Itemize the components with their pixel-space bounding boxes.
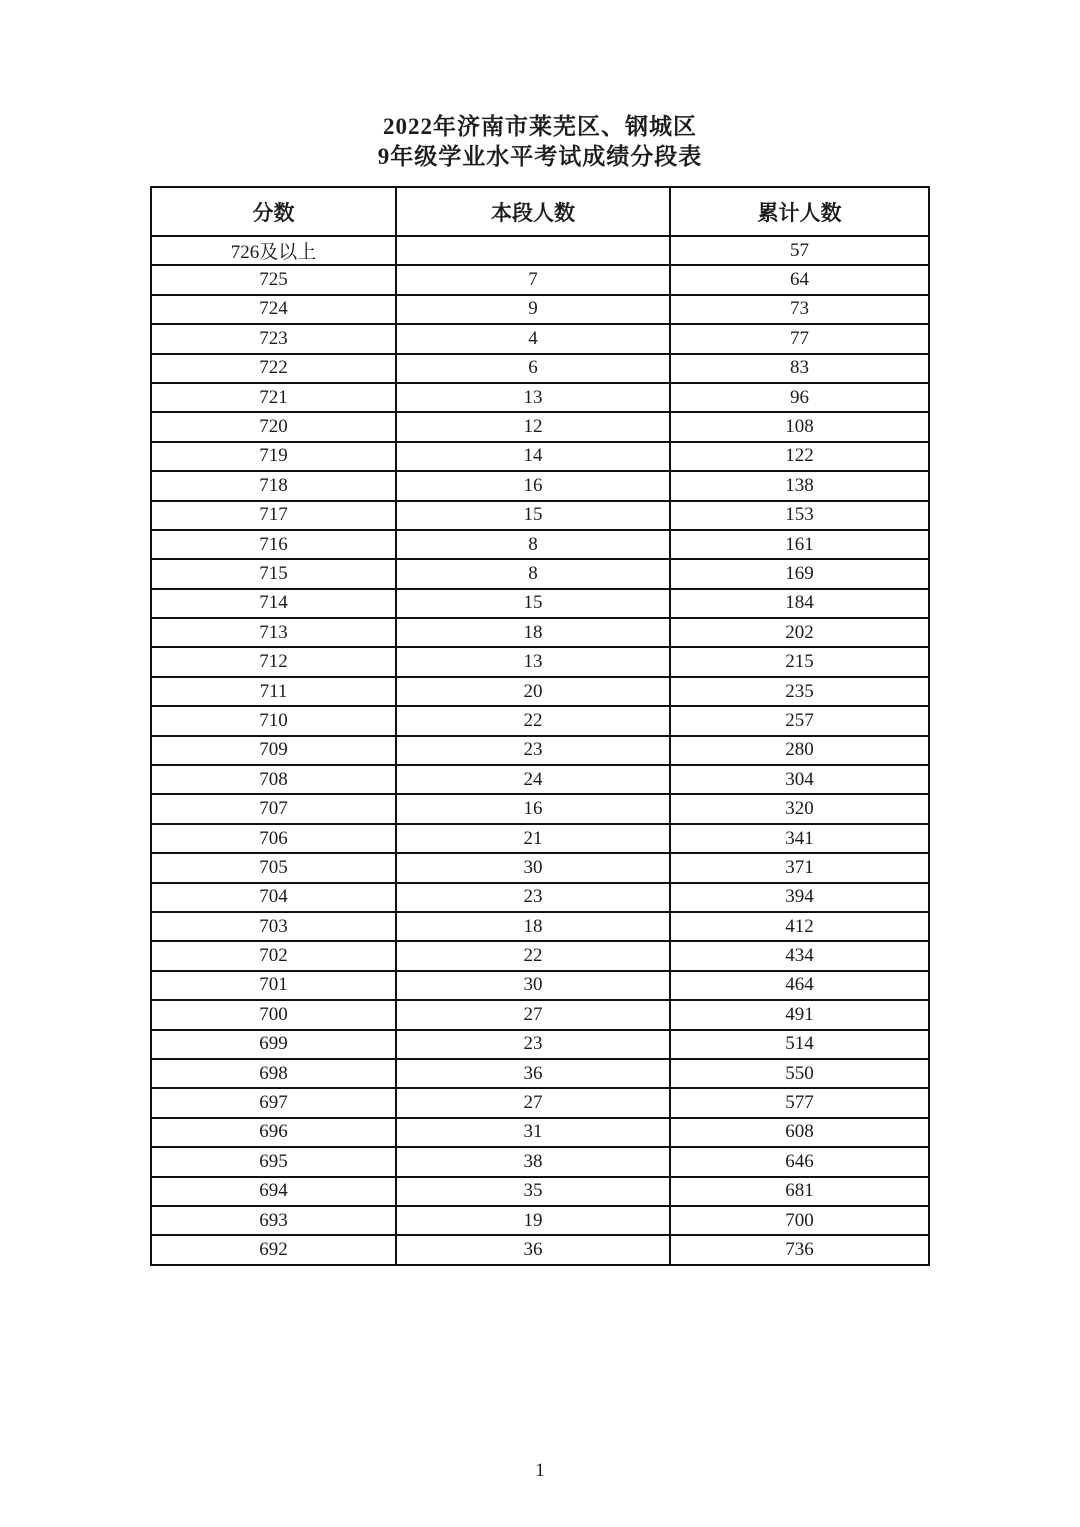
table-cell: 713 (151, 618, 396, 647)
table-cell: 703 (151, 912, 396, 941)
table-cell: 16 (396, 794, 670, 823)
score-table-container (150, 186, 930, 1266)
title-line-1: 2022年济南市莱芜区、钢城区 (383, 114, 697, 139)
table-cell: 434 (670, 941, 929, 970)
table-row (151, 1147, 929, 1176)
table-cell: 7 (396, 265, 670, 294)
title-line-2: 9年级学业水平考试成绩分段表 (377, 144, 703, 169)
table-cell: 707 (151, 794, 396, 823)
table-cell: 715 (151, 559, 396, 588)
table-cell: 19 (396, 1206, 670, 1235)
table-row (151, 471, 929, 500)
table-row (151, 236, 929, 265)
table-cell: 394 (670, 883, 929, 912)
table-cell: 27 (396, 1000, 670, 1029)
table-cell: 717 (151, 501, 396, 530)
table-cell: 577 (670, 1088, 929, 1117)
table-cell: 464 (670, 971, 929, 1000)
table-cell: 736 (670, 1235, 929, 1264)
table-cell: 108 (670, 412, 929, 441)
table-cell: 700 (151, 1000, 396, 1029)
table-cell: 706 (151, 824, 396, 853)
score-distribution-table (150, 186, 930, 1266)
table-row (151, 941, 929, 970)
table-cell: 723 (151, 324, 396, 353)
table-cell: 4 (396, 324, 670, 353)
table-cell: 23 (396, 883, 670, 912)
table-cell: 341 (670, 824, 929, 853)
table-cell: 13 (396, 383, 670, 412)
table-cell: 36 (396, 1059, 670, 1088)
table-cell: 27 (396, 1088, 670, 1117)
table-cell: 14 (396, 442, 670, 471)
table-cell: 693 (151, 1206, 396, 1235)
table-body (151, 236, 929, 1265)
table-cell: 20 (396, 677, 670, 706)
table-cell: 38 (396, 1147, 670, 1176)
table-cell: 16 (396, 471, 670, 500)
table-cell: 30 (396, 971, 670, 1000)
table-cell: 709 (151, 736, 396, 765)
table-cell: 514 (670, 1030, 929, 1059)
table-row (151, 1088, 929, 1117)
table-row (151, 765, 929, 794)
table-row (151, 530, 929, 559)
table-row (151, 383, 929, 412)
table-cell: 712 (151, 647, 396, 676)
table-row (151, 559, 929, 588)
table-row (151, 618, 929, 647)
table-cell: 8 (396, 559, 670, 588)
table-cell: 719 (151, 442, 396, 471)
table-cell: 35 (396, 1177, 670, 1206)
table-cell: 708 (151, 765, 396, 794)
table-cell: 697 (151, 1088, 396, 1117)
table-cell: 6 (396, 354, 670, 383)
table-cell: 15 (396, 589, 670, 618)
table-row (151, 412, 929, 441)
table-row (151, 1030, 929, 1059)
table-cell: 8 (396, 530, 670, 559)
table-row (151, 1000, 929, 1029)
table-row (151, 647, 929, 676)
table-cell: 18 (396, 912, 670, 941)
table-row (151, 794, 929, 823)
table-cell: 550 (670, 1059, 929, 1088)
table-row (151, 442, 929, 471)
table-cell: 22 (396, 706, 670, 735)
table-row (151, 883, 929, 912)
table-cell: 412 (670, 912, 929, 941)
table-cell: 138 (670, 471, 929, 500)
table-cell: 681 (670, 1177, 929, 1206)
table-cell: 608 (670, 1118, 929, 1147)
table-cell: 704 (151, 883, 396, 912)
table-cell: 122 (670, 442, 929, 471)
table-cell: 23 (396, 736, 670, 765)
table-cell: 695 (151, 1147, 396, 1176)
table-cell: 710 (151, 706, 396, 735)
table-header-row (151, 187, 929, 236)
table-cell: 57 (670, 236, 929, 265)
table-cell: 83 (670, 354, 929, 383)
table-cell: 702 (151, 941, 396, 970)
table-cell: 304 (670, 765, 929, 794)
table-cell: 31 (396, 1118, 670, 1147)
table-cell: 12 (396, 412, 670, 441)
table-cell: 711 (151, 677, 396, 706)
table-cell: 725 (151, 265, 396, 294)
table-row (151, 1177, 929, 1206)
table-cell: 18 (396, 618, 670, 647)
table-cell: 696 (151, 1118, 396, 1147)
table-cell: 491 (670, 1000, 929, 1029)
page-number: 1 (535, 1460, 545, 1481)
table-cell: 699 (151, 1030, 396, 1059)
table-row (151, 1206, 929, 1235)
table-row (151, 971, 929, 1000)
header-segment-count: 本段人数 (396, 187, 670, 236)
table-row (151, 677, 929, 706)
table-row (151, 324, 929, 353)
table-cell: 169 (670, 559, 929, 588)
table-cell: 215 (670, 647, 929, 676)
header-cumulative-count: 累计人数 (670, 187, 929, 236)
table-cell: 30 (396, 853, 670, 882)
table-row (151, 295, 929, 324)
table-row (151, 1118, 929, 1147)
table-cell: 73 (670, 295, 929, 324)
table-cell: 646 (670, 1147, 929, 1176)
table-cell: 15 (396, 501, 670, 530)
header-score: 分数 (151, 187, 396, 236)
table-row (151, 736, 929, 765)
table-cell: 184 (670, 589, 929, 618)
table-row (151, 265, 929, 294)
table-cell: 698 (151, 1059, 396, 1088)
table-row (151, 824, 929, 853)
table-cell: 22 (396, 941, 670, 970)
table-cell (396, 236, 670, 265)
table-cell: 718 (151, 471, 396, 500)
table-cell: 235 (670, 677, 929, 706)
table-cell: 701 (151, 971, 396, 1000)
table-cell: 21 (396, 824, 670, 853)
table-row (151, 1235, 929, 1264)
table-cell: 724 (151, 295, 396, 324)
table-cell: 161 (670, 530, 929, 559)
table-cell: 722 (151, 354, 396, 383)
table-cell: 694 (151, 1177, 396, 1206)
table-cell: 153 (670, 501, 929, 530)
table-cell: 77 (670, 324, 929, 353)
table-cell: 716 (151, 530, 396, 559)
table-row (151, 912, 929, 941)
table-cell: 64 (670, 265, 929, 294)
table-cell: 371 (670, 853, 929, 882)
table-row (151, 354, 929, 383)
table-cell: 9 (396, 295, 670, 324)
table-row (151, 706, 929, 735)
document-title (0, 0, 1080, 172)
table-cell: 726及以上 (151, 236, 396, 265)
table-cell: 692 (151, 1235, 396, 1264)
table-cell: 700 (670, 1206, 929, 1235)
table-cell: 280 (670, 736, 929, 765)
table-cell: 96 (670, 383, 929, 412)
table-cell: 13 (396, 647, 670, 676)
table-row (151, 589, 929, 618)
table-cell: 714 (151, 589, 396, 618)
table-cell: 720 (151, 412, 396, 441)
table-cell: 202 (670, 618, 929, 647)
table-cell: 23 (396, 1030, 670, 1059)
table-cell: 320 (670, 794, 929, 823)
table-cell: 257 (670, 706, 929, 735)
table-row (151, 853, 929, 882)
table-cell: 36 (396, 1235, 670, 1264)
table-cell: 705 (151, 853, 396, 882)
table-cell: 721 (151, 383, 396, 412)
table-cell: 24 (396, 765, 670, 794)
table-row (151, 501, 929, 530)
table-row (151, 1059, 929, 1088)
